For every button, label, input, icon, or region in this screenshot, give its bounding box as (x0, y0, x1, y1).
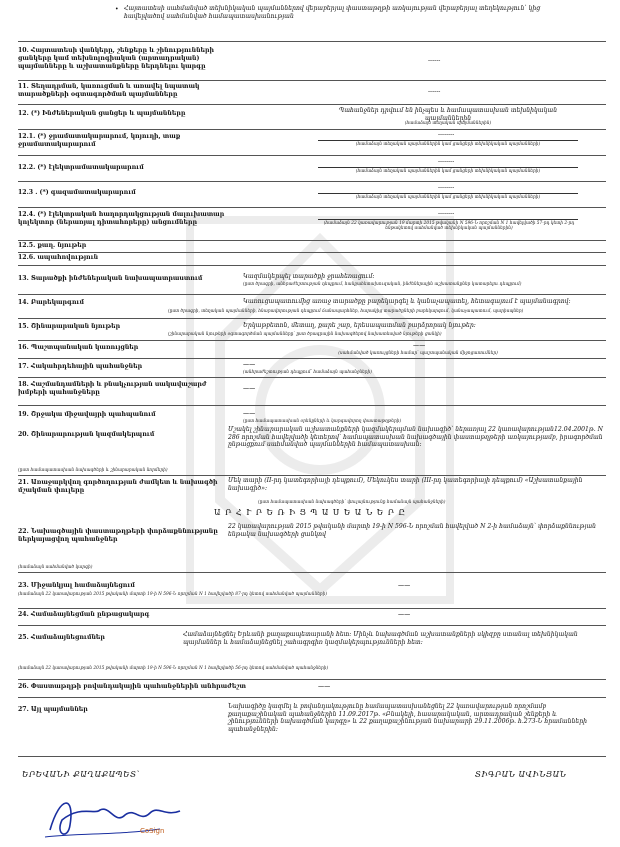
row-25 (18, 631, 606, 667)
row-13-note: (ըստ ծրագրի, անհրաժեշտության դեպքում, հանքահետախուզական, ինժեներային աշխատանքներ կատարելու դեպքում) (243, 282, 522, 287)
row-24-value: —— (398, 611, 411, 618)
row-14-label: 14. Բարեկարգում (18, 299, 84, 306)
intro-bullet: • (115, 6, 119, 13)
row-26-value: —— (318, 683, 331, 690)
row-12-2-label: 12.2. (*) էլեկտրամատակարարում (18, 164, 144, 171)
row-25-note: (համաձայն 22 կառավարության 2015 թվականի մարտի 19-ի N 596-Ն որոշման N 1 հավելվածի 56-րդ կետով սահմանված պահանջների) (18, 666, 329, 671)
row-25-value: Համաձայնեցնել Երևանի քաղաքապետարանի հետ: Մինչև նախագծման աշխատանքների սկիզբը ստանալ տեխնիկական պայմաններ և համաձայնեցնել շահագրգիռ կազմակերպությունների հետ: (183, 631, 578, 646)
row-21-label: 21. Առաջարկվող գործողության ժամկետ և նախագծի մշակման փուլերը (18, 479, 218, 494)
row-12-1 (18, 131, 606, 155)
row-17-note: (անհրաժեշտության դեպքում՝ համաձայն պահանջների) (243, 370, 372, 375)
row-22-value: 22 կառավարության 2015 թվականի մարտի 19-ի N 596-Ն որոշման հավելված N 2-ի համաձայն՝ փորձաքննության ենթակա նախագծերի ցանկով (228, 523, 597, 538)
row-12-1-note: (համաձայն տեղական պայմաններին կամ ցանցերի տեխնիկական պայմանների) (355, 142, 541, 147)
row-27 (18, 703, 606, 753)
row-12-1-label: 12.1. (*) ջրամատակարարում, կոյուղի, տաք ջրամատակարարում (18, 133, 181, 148)
row-20 (18, 426, 606, 466)
row-27-value: Նախագիծը կազմել և բովանդակությունը համապատասխանեցնել 22 կառավարության որոշմամբ քաղաքաշինական պահանջներին 11.09.2017թ. «Բնակելի, հասարակական, արտադրական շենքերի և շինությունների նախագծման կարգը» և 22 քաղաքաշինության նախարարի 29.11.2006թ. հ.273-Ն հրամանների պահանջներին: (228, 703, 587, 733)
row-21-note: (ըստ համապատասխան նախագծերի՝ փուլայնությունը համաձայն պահանջների) (258, 500, 446, 505)
row-22 (18, 523, 606, 563)
row-25-label: 25. Համաձայնեցումներ (18, 634, 105, 641)
row-24-label: 24. Համաձայնեցման ընթացակարգ (18, 611, 150, 618)
row-10-value: ------ (428, 57, 441, 64)
row-15 (18, 321, 606, 341)
row-18 (18, 381, 606, 403)
row-15-label: 15. Շինարարական նյութեր (18, 323, 121, 330)
row-12-2-note: (համաձայն տեղական պայմաններին կամ ցանցերի տեխնիկական պայմանների) (355, 169, 541, 174)
row-16-note: (սահմանված կառույցների համար՝ պաշտպանական միջոցառումներ) (338, 351, 498, 356)
row-14-value: Կառուցապատումից առաջ տարածքը բարեկարգել և կանաչապատել, հետագայում է պայմանագրով: (243, 298, 571, 305)
row-23 (18, 582, 606, 604)
row-22-label: 22. Նախագծային փաստաթղթերի փորձաքննությանը ներկայացվող պահանջներ (18, 528, 218, 543)
row-18-label: 18. Հաշմանդամների և բնակչության սակավաշարժ խմբերի պահանջները (18, 381, 207, 396)
row-20-note: (ըստ համապատասխան նախագծերի և շինարարական նորմերի) (18, 468, 168, 473)
row-12-3-value: -------- (438, 184, 455, 191)
row-17-label: 17. Հակահրդեհային պահանջներ (18, 363, 143, 370)
row-20-label: 20. Շինարարության կազմակերպում (18, 431, 155, 438)
row-12-5-label: 12.5. քաղ. նյութեր (18, 242, 87, 249)
row-19-value: —— (243, 410, 256, 417)
row-10-label: 10. Հայտատեսի վանկերը, շենքերը և շինությունների ցանկերը կամ տեխնոլոգիական (արտադրական) պայմանները և աշխատանքները ներդնելու կարգը (18, 47, 214, 70)
row-15-note: (շինարարական նյութերի օգտագործման պայմանները՝ ըստ ծրագրային նախագծերով նախատեսված նյութերի ցանկի) (168, 332, 442, 337)
row-12-1-value: -------- (438, 131, 455, 138)
row-12-4-value: -------- (438, 210, 455, 217)
row-19-label: 19. Շրջակա միջավայրի պահպանում (18, 411, 156, 418)
row-19-note: (ըստ համապատասխան օրենքների և կարգավորող փաստաթղթերի) (243, 419, 402, 424)
row-11 (18, 82, 606, 104)
row-12-2-value: -------- (438, 158, 455, 165)
row-17-value: —— (243, 361, 256, 368)
row-20-value: Մշակել շինարարական աշխատանքների կազմակերպման նախագիծ՝ ներառյալ 22 կառավարության12.04.2001թ. N 286 որոշման հավելվածի կետերով՝ համապատասխան նախագծային փաստաթղթերի առկայությամբ, իրագործման ընթացքում սահմանված պայմաններին համապատասխան: (228, 426, 603, 449)
row-26 (18, 683, 606, 695)
row-12-6 (18, 254, 606, 264)
row-13-label: 13. Տարածքի ինժեներական նախապատրաստում (18, 275, 203, 282)
row-12-2 (18, 158, 606, 182)
row-12-3-label: 12.3 . (*) գազամատակարարում (18, 189, 136, 196)
mayor-title: ԵՐԵՎԱՆԻ ՔԱՂԱՔԱՊԵՏ՝ (22, 770, 140, 779)
row-12-4-note: (համաձայն 22 կառավարության 19 մարտի 2015 թվականի N 596-Ն որոշման N 1 հավելվածի 57-րդ կետի 2-րդ ենթակետով սահմանված տեխնիկական պայմաններին) (323, 221, 575, 232)
row-12-label: 12. (*) Ինժեներական ցանցեր և պայմանները (18, 110, 186, 117)
row-22-note: (համաձայն սահմանված կարգի) (18, 565, 93, 570)
row-23-note: (համաձայն 22 կառավարության 2015 թվականի մարտի 19-ի N 596-Ն որոշման N 1 հավելվածի 87-րդ կետով սահմանված պայմանների) (18, 592, 328, 597)
row-23-value: —— (398, 582, 411, 589)
intro-text: Հայտատեսի սահմանված տեխնիկական պայմաններով վերաբերյալ փաստաթղթի առկայության վերաբերյալ տեղեկություն՝ կից հավելվածով սահմանված համապատասխանության (124, 5, 541, 20)
row-27-label: 27. Այլ պայմաններ (18, 706, 88, 713)
stamp-text: Ա Ր Հ Ւ Ր Ե Ռ Ի Ց Պ Ա Ս Ե Ա Ն Ե Ր Ը (214, 508, 406, 517)
row-13-value: Կազմակերպել տարածքի ջրահեռացում: (243, 273, 375, 280)
row-21 (18, 477, 606, 505)
row-12-3 (18, 184, 606, 208)
row-10 (18, 45, 606, 79)
row-18-value: —— (243, 385, 256, 392)
row-24 (18, 611, 606, 623)
cosign-logo: CoSign (140, 827, 165, 835)
row-16-value: —— (413, 342, 426, 349)
row-21-value: Մեկ տարի (II-րդ կատեգորիայի դեպքում), Մեկուկես տարի (III-րդ կատեգորիայի դեպքում) «Աշխատանքային նախագիծ»: (228, 477, 583, 492)
row-14-note: (ըստ ծրագրի, տեղական պայմանների, հնարավորության դեպքում ճանապարհներ, հարակից տարածքների բարեկարգում, կանաչապատում, պարիսպներ) (168, 309, 524, 314)
row-12-6-label: 12.6. ապահովություն (18, 254, 99, 261)
row-12-4 (18, 210, 606, 238)
row-16-label: 16. Պաշտպանական կառույցներ (18, 344, 139, 351)
row-23-label: 23. Միջանկյալ համաձայնեցում (18, 582, 135, 589)
mayor-name: ՏԻԳՐԱՆ ԱՎԻՆՅԱՆ (475, 770, 567, 779)
row-12 (18, 107, 606, 129)
row-12-3-note: (համաձայն տեղական պայմաններին կամ ցանցերի տեխնիկական պայմանների) (355, 195, 541, 200)
row-12-5 (18, 242, 606, 252)
signature-icon (40, 785, 190, 845)
row-26-label: 26. Փաստաթղթի բովանդակային պահանջներին անհրաժեշտ (18, 683, 246, 690)
row-11-value: ------ (428, 88, 441, 95)
row-11-label: 11. Տեղադրման, կառուցման և առավել նպատակ տարածքների օգտագործման պայմանները (18, 83, 200, 98)
row-15-value: Երկաթբետոն, մետաղ, քարե շար, երեսապատման բարձրորակ նյութեր: (243, 322, 476, 329)
row-14 (18, 297, 606, 317)
row-12-4-label: 12.4. (*) էլեկտրական հաղորդակցության մալուխատար կոլեկտոր (ներառյալ դիտահորերը) անցումները (18, 211, 225, 226)
row-12-value: Պահանջներ դրվում են ինչպես և համապատասխան տեխնիկական պայմաններին (338, 107, 558, 122)
row-13 (18, 272, 606, 292)
row-12-note: (համաձայն տեղական պայմաններին) (404, 121, 492, 126)
